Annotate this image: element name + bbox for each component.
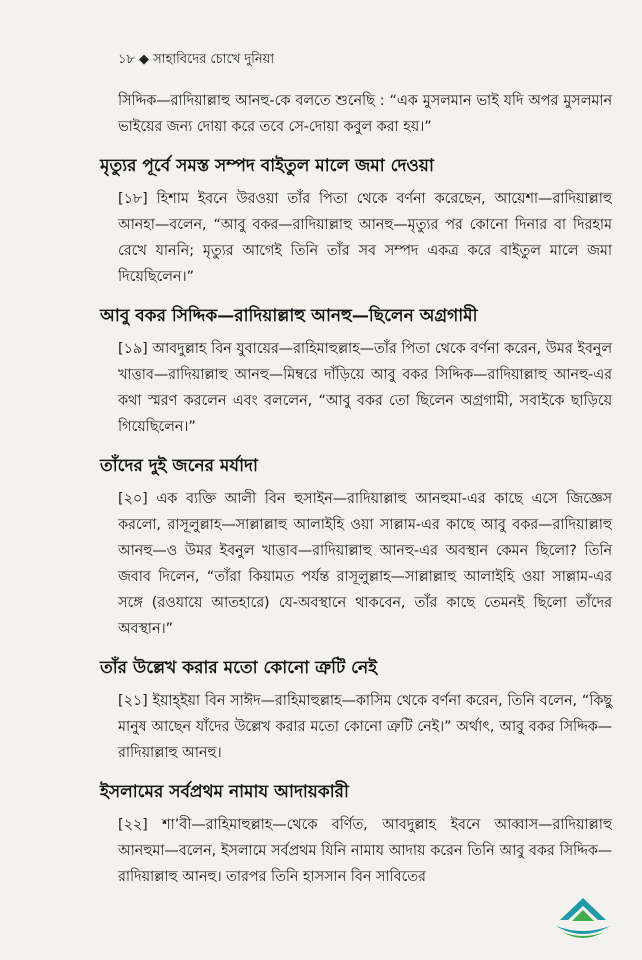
- section-1: [100, 154, 612, 290]
- section-5: [100, 780, 612, 890]
- section-text: [২২] শা’বী—রাহিমাহুল্লাহ—থেকে বর্ণিত, আবদুল্লাহ ইবনে আব্বাস—রাদিয়াল্লাহু আনহুমা—বলেন, ইসলামে সর্বপ্রথম যিনি নামায আদায় করেন তিনি আবু বকর সিদ্দিক—রাদিয়াল্লাহু আনহু। তারপর তিনি হাসসান বিন সাবিতের: [118, 817, 612, 885]
- section-heading: মৃত্যুর পূর্বে সমস্ত সম্পদ বাইতুল মালে জমা দেওয়া: [100, 156, 434, 176]
- intro-paragraph: সিদ্দিক—রাদিয়াল্লাহু আনহু-কে বলতে শুনেছি : “এক মুসলমান ভাই যদি অপর মুসলমান ভাইয়ের জন্য দোয়া করে তবে সে-দোয়া কবুল করা হয়।”: [118, 93, 612, 135]
- running-header: [118, 50, 274, 71]
- section-heading: তাঁর উল্লেখ করার মতো কোনো ত্রুটি নেই: [100, 658, 378, 678]
- section-heading: আবু বকর সিদ্দিক—রাদিয়াল্লাহু আনহু—ছিলেন অগ্রগামী: [100, 306, 478, 326]
- publisher-logo-icon: [548, 894, 618, 944]
- section-text: [২১] ইয়াহ্ইয়া বিন সাঈদ—রাহিমাহুল্লাহ—কাসিম থেকে বর্ণনা করেন, তিনি বলেন, “কিছু মানুষ আছেন যাঁদের উল্লেখ করার মতো কোনো ত্রুটি নেই।” অর্থাৎ, আবু বকর সিদ্দিক—রাদিয়াল্লাহু আনহু।: [118, 693, 612, 761]
- section-text: [১৮] হিশাম ইবনে উরওয়া তাঁর পিতা থেকে বর্ণনা করেছেন, আয়েশা—রাদিয়াল্লাহু আনহা—বলেন, “আবু বকর—রাদিয়াল্লাহু আনহু—মৃত্যুর পর কোনো দিনার বা দিরহাম রেখে যাননি; মৃত্যুর আগেই তিনি তাঁর সব সম্পদ একত্র করে বাইতুল মালে জমা দিয়েছিলেন।”: [118, 191, 612, 285]
- section-text: [২০] এক ব্যক্তি আলী বিন হুসাইন—রাদিয়াল্লাহু আনহুমা-এর কাছে এসে জিজ্ঞেস করলো, রাসূলুল্লাহ—সাল্লাল্লাহু আলাইহি ওয়া সাল্লাম-এর কাছে আবু বকর—রাদিয়াল্লাহু আনহু—ও উমর ইবনুল খাত্তাব—রাদিয়াল্লাহু আনহু-এর অবস্থান কেমন ছিলো? তিনি জবাব দিলেন, “তাঁরা কিয়ামত পর্যন্ত রাসূলুল্লাহ—সাল্লাল্লাহু আলাইহি ওয়া সাল্লাম-এর সঙ্গে (রওযায়ে আতহারে) যে-অবস্থানে থাকবেন, তাঁর কাছে তেমনই ছিলো তাঁদের অবস্থান।”: [118, 491, 612, 637]
- header-separator: ◆: [139, 52, 150, 67]
- page-content: [100, 88, 612, 890]
- section-heading: ইসলামের সর্বপ্রথম নামায আদায়কারী: [100, 782, 349, 802]
- section-2: [100, 304, 612, 440]
- section-heading: তাঁদের দুই জনের মর্যাদা: [100, 456, 258, 476]
- section-text: [১৯] আবদুল্লাহ বিন যুবায়ের—রাহিমাহুল্লাহ—তাঁর পিতা থেকে বর্ণনা করেন, উমর ইবনুল খাত্তাব—রাদিয়াল্লাহু আনহু—মিম্বরে দাঁড়িয়ে আবু বকর সিদ্দিক—রাদিয়াল্লাহু আনহু-এর কথা স্মরণ করলেন এবং বললেন, “আবু বকর তো ছিলেন অগ্রগামী, সবাইকে ছাড়িয়ে গিয়েছিলেন।”: [118, 341, 612, 435]
- page-number: ১৮: [118, 52, 135, 67]
- section-3: [100, 454, 612, 642]
- book-title: সাহাবিদের চোখে দুনিয়া: [153, 52, 275, 67]
- section-4: [100, 656, 612, 766]
